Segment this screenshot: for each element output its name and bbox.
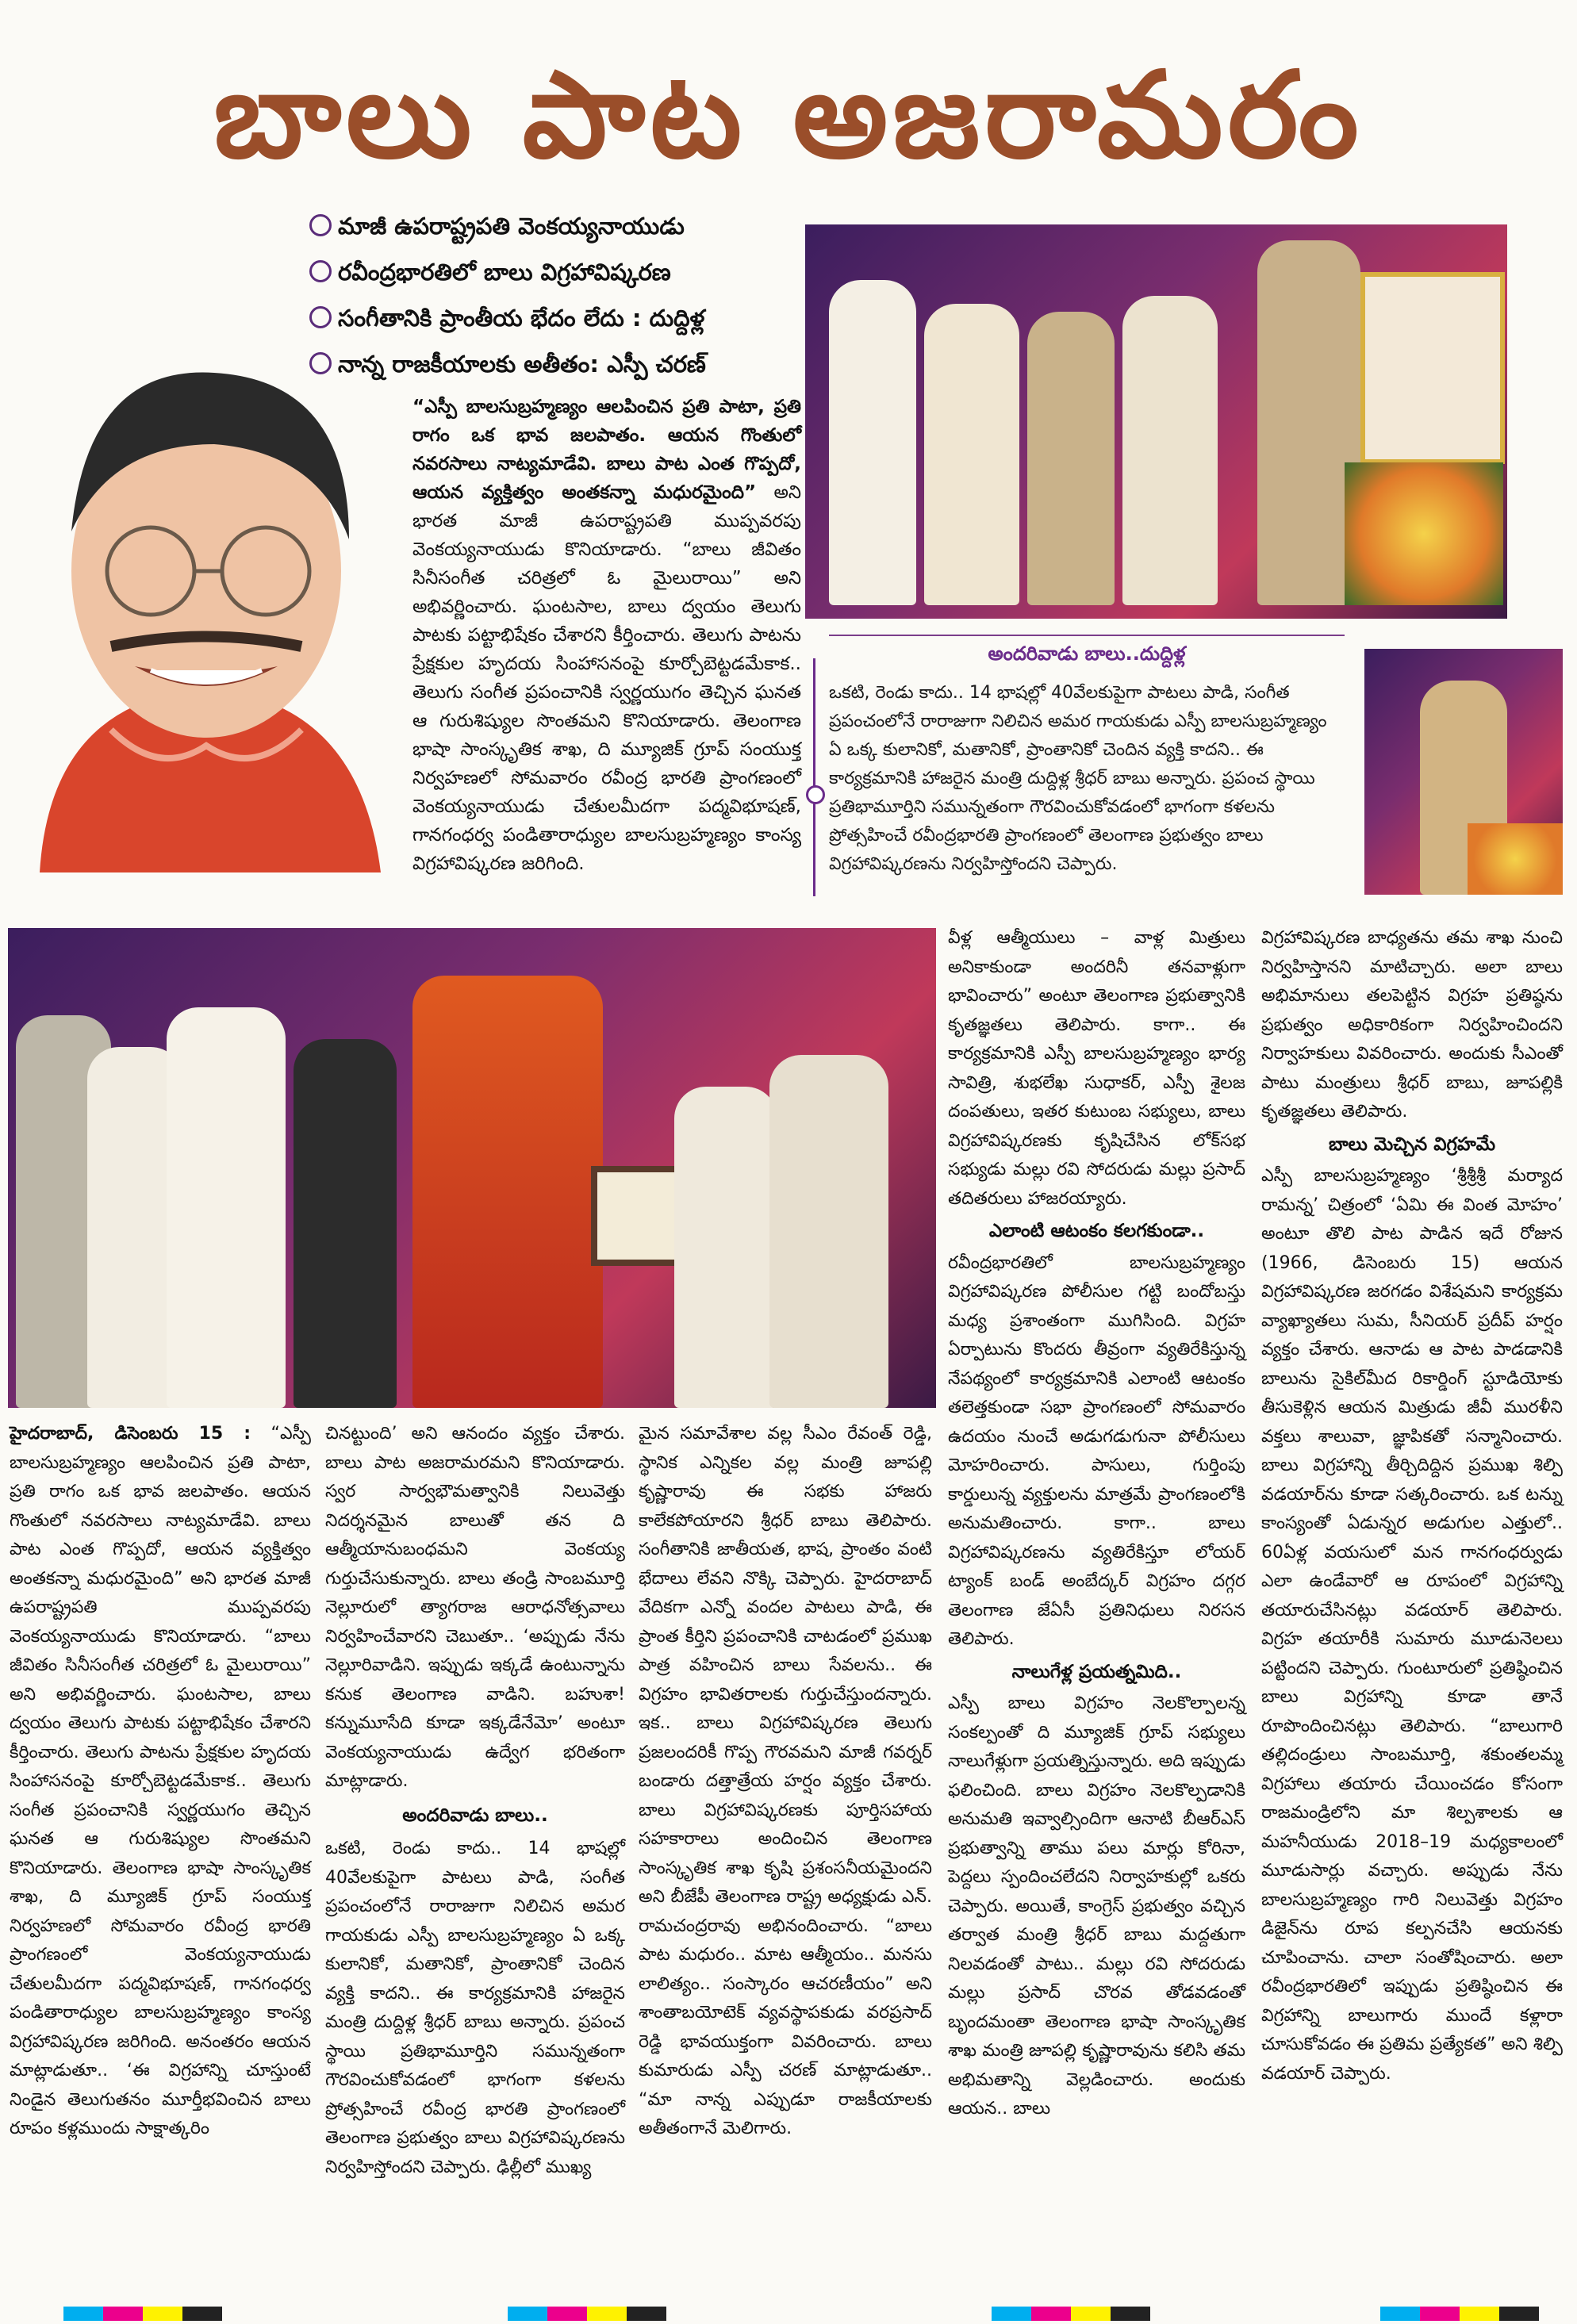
- person-figure: [829, 280, 916, 605]
- section-subhead: నాలుగేళ్ల ప్రయత్నమిది..: [1011, 1661, 1182, 1682]
- person-figure: [167, 1007, 286, 1408]
- registration-bar: [508, 2307, 666, 2321]
- box-divider: [813, 658, 815, 896]
- bullet-circle-icon: [309, 306, 332, 328]
- bullet-item: నాన్న రాజకీయాలకు అతీతం: ఎస్పీ చరణ్: [309, 351, 785, 384]
- lead-paragraph: “ఎస్పీ బాలసుబ్రహ్మణ్యం ఆలపించిన ప్రతి పాటా, ప్రతి రాగం ఒక భావ జలపాతం. ఆయన గొంతులో నవరసాలు నాట్యమాడేవి. బాలు పాట ఎంత గొప్పదో, ఆయన వ్యక్తిత్వం అంతకన్నా మధురమైంది” అని భారత మాజీ ఉపరాష్ట్రపతి ముప్పవరపు వెంకయ్యనాయుడు కొనియాడారు. “బాలు జీవితం సినీసంగీత చరిత్రలో ఓ మైలురాయి” అని అభివర్ణించారు. ఘంటసాల, బాలు ద్వయం తెలుగు పాటకు పట్టాభిషేకం చేశారని కీర్తించారు. తెలుగు పాటను ప్రేక్షకుల హృదయ సింహాసనంపై కూర్చోబెట్టడమేకాక.. తెలుగు సంగీత ప్రపంచానికి స్వర్ణయుగం తెచ్చిన ఘనత ఆ గురుశిష్యుల సొంతమని కొనియాడారు. తెలంగాణ భాషా సాంస్కృతిక శాఖ, ది మ్యూజిక్ గ్రూప్ సంయుక్త నిర్వహణలో సోమవారం రవీంద్ర భారతి ప్రాంగణంలో వెంకయ్యనాయుడు చేతులమీదగా పద్మవిభూషణ్, గానగంధర్వ పండితారాధ్యుల బాలసుబ్రహ్మణ్యం కాంస్య విగ్రహావిష్కరణ జరిగింది.: [412, 397, 801, 874]
- article-column-2: చినట్టుంది’ అని ఆనందం వ్యక్తం చేశారు. బాలు పాట అజరామరమని కొనియాడారు. స్వర సార్వభౌమత్వానికి నిలువెత్తు నిదర్శనమైన బాలుతో తన ది ఆత్మీయానుబంధమని వెంకయ్య గుర్తుచేసుకున్నారు. బాలు తండ్రి సాంబమూర్తి నెల్లూరులో త్యాగరాజ ఆరాధనోత్సవాలు నిర్వహించేవారని చెబుతూ.. ‘అప్పుడు నేను నెల్లూరివాడిని. ఇప్పుడు ఇక్కడే ఉంటున్నాను కనుక తెలంగాణ వాడిని. బహుశా! కన్నుమూసేది కూడా ఇక్కడేనేమో’ అంటూ వెంకయ్యనాయుడు ఉద్వేగ భరితంగా మాట్లాడారు. అందరివాడు బాలు.. ఒకటి, రెండు కాదు.. 14 భాషల్లో 40వేలకుపైగా పాటలు పాడి, సంగీత ప్రపంచంలోనే రారాజుగా నిలిచిన అమర గాయకుడు ఎస్పీ బాలసుబ్రహ్మణ్యం ఏ ఒక్క కులానికో, మతానికో, ప్రాంతానికో చెందిన వ్యక్తి కాదని.. ఈ కార్యక్రమానికి హాజరైన మంత్రి దుద్దిళ్ల శ్రీధర్ బాబు అన్నారు. ప్రపంచ స్థాయి ప్రతిభామూర్తిని సమున్నతంగా గౌరవించుకోవడంలో భాగంగా కళలను ప్రోత్సహించే రవీంద్ర భారతి ప్రాంగణంలో తెలంగాణ ప్రభుత్వం బాలు విగ్రహావిష్కరణను నిర్వహిస్తోందని చెప్పారు. ఢిల్లీలో ముఖ్య: [325, 1424, 625, 2177]
- section-subhead: అందరివాడు బాలు..: [402, 1804, 548, 1826]
- box-text: ఒకటి, రెండు కాదు.. 14 భాషల్లో 40వేలకుపైగా పాటలు పాడి, సంగీత ప్రపంచంలోనే రారాజుగా నిలిచిన అమర గాయకుడు ఎస్పీ బాలసుబ్రహ్మణ్యం ఏ ఒక్క కులానికో, మతానికో, ప్రాంతానికో చెందిన వ్యక్తి కాదని.. ఈ కార్యక్రమానికి హాజరైన మంత్రి దుద్దిళ్ల శ్రీధర్ బాబు అన్నారు. ప్రపంచ స్థాయి ప్రతిభామూర్తిని సమున్నతంగా గౌరవించుకోవడంలో భాగంగా కళలను ప్రోత్సహించే రవీంద్రభారతి ప్రాంగణంలో తెలంగాణ ప్రభుత్వం బాలు విగ్రహావిష్కరణను నిర్వహిస్తోందని చెప్పారు.: [829, 683, 1327, 874]
- bullet-item: రవీంద్రభారతిలో బాలు విగ్రహావిష్కరణ: [309, 259, 785, 292]
- person-figure: [1027, 312, 1115, 605]
- section-subhead: ఎలాంటి ఆటంకం కలగకుండా..: [988, 1221, 1205, 1241]
- article-column-3: మైన సమావేశాల వల్ల సీఎం రేవంత్ రెడ్డి, స్థానిక ఎన్నికల వల్ల మంత్రి జూపల్లి కృష్ణారావు ఈ సభకు హాజరు కాలేకపోయారని శ్రీధర్ బాబు తెలిపారు. సంగీతానికి జాతీయత, భాష, ప్రాంతం వంటి భేదాలు లేవని నొక్కి చెప్పారు. హైదరాబాద్ వేదికగా ఎన్నో వందల పాటలు పాడి, ఈ ప్రాంత కీర్తిని ప్రపంచానికి చాటడంలో ప్రముఖ పాత్ర వహించిన బాలు సేవలను.. ఈ విగ్రహం భావితరాలకు గుర్తుచేస్తుందన్నారు. ఇక.. బాలు విగ్రహావిష్కరణ తెలుగు ప్రజలందరికీ గొప్ప గౌరవమని మాజీ గవర్నర్ బండారు దత్తాత్రేయ హర్షం వ్యక్తం చేశారు. బాలు విగ్రహావిష్కరణకు పూర్తిసహాయ సహకారాలు అందించిన తెలంగాణ సాంస్కృతిక శాఖ కృషి ప్రశంసనీయమైందని అని బీజేపీ తెలంగాణ రాష్ట్ర అధ్యక్షుడు ఎన్. రామచంద్రరావు అభినందించారు. “బాలు పాట మధురం.. మాట ఆత్మీయం.. మనసు లాలిత్యం.. సంస్కారం ఆచరణీయం” అని శాంతాబయోటెక్ వ్యవస్థాపకుడు వరప్రసాద్ రెడ్డి భావయుక్తంగా వివరించారు. బాలు కుమారుడు ఎస్పీ చరణ్ మాట్లాడుతూ.. “మా నాన్న ఎప్పుడూ రాజకీయాలకు అతీతంగానే మెలిగారు.: [639, 1424, 932, 2138]
- person-figure: [924, 304, 1019, 605]
- flower-decoration: [1468, 823, 1563, 895]
- article-column-5: విగ్రహావిష్కరణ బాధ్యతను తమ శాఖ నుంచి నిర్వహిస్తానని మాటిచ్చారు. అలా బాలు అభిమానులు తలపెట్టిన విగ్రహ ప్రతిష్ఠను ప్రభుత్వం అధికారికంగా నిర్వహించిందని నిర్వాహకులు వివరించారు. అందుకు సీఎంతో పాటు మంత్రులు శ్రీధర్ బాబు, జూపల్లికి కృతజ్ఞతలు తెలిపారు. బాలు మెచ్చిన విగ్రహమే ఎస్పీ బాలసుబ్రహ్మణ్యం ‘శ్రీశ్రీశ్రీ మర్యాద రామన్న’ చిత్రంలో ‘ఏమి ఈ వింత మోహం’ అంటూ తొలి పాట పాడిన ఇదే రోజున (1966, డిసెంబరు 15) ఆయన విగ్రహావిష్కరణ జరగడం విశేషమని కార్యక్రమ వ్యాఖ్యాతలు సుమ, సీనియర్ ప్రదీప్ హర్షం వ్యక్తం చేశారు. ఆనాడు ఆ పాట పాడడానికి బాలును సైకిల్‌మీద రికార్డింగ్ స్టూడియోకు తీసుకెళ్లిన ఆయన మిత్రుడు జీవీ మురళీని వక్తలు శాలువా, జ్ఞాపికతో సన్మానించారు. బాలు విగ్రహాన్ని తీర్చిదిద్దిన ప్రముఖ శిల్పి వడయార్‌ను కూడా సత్కరించారు. ఒక టన్ను కాంస్యంతో ఏడున్నర అడుగుల ఎత్తులో.. 60ఏళ్ల వయసులో మన గానగంధర్వుడు ఎలా ఉండేవారో ఆ రూపంలో విగ్రహాన్ని తయారుచేసినట్లు వడయార్ తెలిపారు. విగ్రహ తయారీకి సుమారు మూడునెలలు పట్టిందని చెప్పారు. గుంటూరులో ప్రతిష్ఠించిన బాలు విగ్రహాన్ని కూడా తానే రూపొందించినట్లు తెలిపారు. “బాలుగారి తల్లిదండ్రులు సాంబమూర్తి, శకుంతలమ్మ విగ్రహాలు తయారు చేయించడం కోసంగా రాజమండ్రిలోని మా శిల్పశాలకు ఆ మహనీయుడు 2018–19 మధ్యకాలంలో మూడుసార్లు వచ్చారు. అప్పుడు నేను బాలసుబ్రహ్మణ్యం గారి నిలువెత్తు విగ్రహం డిజైన్‌ను రూప కల్పనచేసి ఆయనకు చూపించాను. చాలా సంతోషించారు. అలా రవీంద్రభారతిలో ఇప్పుడు ప్రతిష్ఠించిన ఈ విగ్రహాన్ని బాలుగారు ముందే కళ్లారా చూసుకోవడం ఈ ప్రతిమ ప్రత్యేకత” అని శిల్పి వడయార్ చెప్పారు.: [1261, 928, 1563, 2084]
- person-figure: [1122, 296, 1218, 605]
- person-figure: [412, 976, 603, 1408]
- sidebar-box: [829, 635, 1345, 898]
- registration-bar: [63, 2307, 222, 2321]
- person-figure: [294, 1039, 397, 1408]
- article-column-4: వీళ్ల ఆత్మీయులు – వాళ్ల మిత్రులు అనికాకుండా అందరినీ తనవాళ్లుగా భావించారు” అంటూ తెలంగాణ ప్రభుత్వానికి కృతజ్ఞతలు తెలిపారు. కాగా.. ఈ కార్యక్రమానికి ఎస్పీ బాలసుబ్రహ్మణ్యం భార్య సావిత్రి, శుభలేఖ సుధాకర్, ఎస్పీ శైలజ దంపతులు, ఇతర కుటుంబ సభ్యులు, బాలు విగ్రహావిష్కరణకు కృషిచేసిన లోక్‌సభ సభ్యుడు మల్లు రవి సోదరుడు మల్లు ప్రసాద్ తదితరులు హాజరయ్యారు. ఎలాంటి ఆటంకం కలగకుండా.. రవీంద్రభారతిలో బాలసుబ్రహ్మణ్యం విగ్రహావిష్కరణ పోలీసుల గట్టి బందోబస్తు మధ్య ప్రశాంతంగా ముగిసింది. విగ్రహ ఏర్పాటును కొందరు తీవ్రంగా వ్యతిరేకిస్తున్న నేపథ్యంలో కార్యక్రమానికి ఎలాంటి ఆటంకం తలెత్తకుండా సభా ప్రాంగణంలో సోమవారం ఉదయం నుంచే అడుగడుగునా పోలీసులు మోహరించారు. పాసులు, గుర్తింపు కార్డులున్న వ్యక్తులను మాత్రమే ప్రాంగణంలోకి అనుమతించారు. కాగా.. బాలు విగ్రహావిష్కరణను వ్యతిరేకిస్తూ లోయర్ ట్యాంక్ బండ్ అంబేద్కర్ విగ్రహం దగ్గర తెలంగాణ జేఏసీ ప్రతినిధులు నిరసన తెలిపారు. నాలుగేళ్ల ప్రయత్నమిది.. ఎస్పీ బాలు విగ్రహం నెలకొల్పాలన్న సంకల్పంతో ది మ్యూజిక్ గ్రూప్ సభ్యులు నాలుగేళ్లుగా ప్రయత్నిస్తున్నారు. అది ఇప్పుడు ఫలించింది. బాలు విగ్రహం నెలకొల్పడానికి అనుమతి ఇవ్వాల్సిందిగా ఆనాటి బీఆర్ఎస్ ప్రభుత్వాన్ని తాము పలు మార్లు కోరినా, పెద్దలు స్పందించలేదని నిర్వాహకుల్లో ఒకరు చెప్పారు. అయితే, కాంగ్రెస్ ప్రభుత్వం వచ్చిన తర్వాత మంత్రి శ్రీధర్ బాబు మద్దతుగా నిలవడంతో పాటు.. మల్లు రవి సోదరుడు మల్లు ప్రసాద్ చొరవ తోడవడంతో బృందమంతా తెలంగాణ భాషా సాంస్కృతిక శాఖ మంత్రి జూపల్లి కృష్ణారావును కలిసి తమ అభిమతాన్ని వెల్లడించారు. అందుకు ఆయన.. బాలు: [948, 928, 1245, 2119]
- award-presentation-photo: [8, 928, 936, 1408]
- lamp-lighting-photo: [805, 224, 1507, 619]
- article-column-1: హైదరాబాద్, డిసెంబరు 15 : “ఎస్పీ బాలసుబ్రహ్మణ్యం ఆలపించిన ప్రతి పాటా, ప్రతి రాగం ఒక భావ జలపాతం. ఆయన గొంతులో నవరసాలు నాట్యమాడేవి. బాలు పాట ఎంత గొప్పదో, ఆయన వ్యక్తిత్వం అంతకన్నా మధురమైంది” అని భారత మాజీ ఉపరాష్ట్రపతి ముప్పవరపు వెంకయ్యనాయుడు కొనియాడారు. “బాలు జీవితం సినీసంగీత చరిత్రలో ఓ మైలురాయి” అని అభివర్ణించారు. ఘంటసాల, బాలు ద్వయం తెలుగు పాటకు పట్టాభిషేకం చేశారని కీర్తించారు. తెలుగు పాటను ప్రేక్షకుల హృదయ సింహాసనంపై కూర్చోబెట్టడమేకాక.. తెలుగు సంగీత ప్రపంచానికి స్వర్ణయుగం తెచ్చిన ఘనత ఆ గురుశిష్యుల సొంతమని కొనియాడారు. తెలంగాణ భాషా సాంస్కృతిక శాఖ, ది మ్యూజిక్ గ్రూప్ సంయుక్త నిర్వహణలో సోమవారం రవీంద్ర భారతి ప్రాంగణంలో వెంకయ్యనాయుడు చేతులమీదగా పద్మవిభూషణ్, గానగంధర్వ పండితారాధ్యుల బాలసుబ్రహ్మణ్యం కాంస్య విగ్రహావిష్కరణ జరిగింది. అనంతరం ఆయన మాట్లాడుతూ.. ‘ఈ విగ్రహాన్ని చూస్తుంటే నిండైన తెలుగుతనం మూర్తీభవించిన బాలు రూపం కళ్లముందు సాక్షాత్కరిం: [10, 1424, 311, 2138]
- registration-bar: [1380, 2307, 1539, 2321]
- section-subhead: బాలు మెచ్చిన విగ్రహమే: [1328, 1133, 1496, 1155]
- headline: బాలు పాట అజరామరం: [213, 45, 1364, 185]
- framed-portrait: [1360, 272, 1505, 464]
- speaker-photo: [1364, 649, 1563, 895]
- box-title: అందరివాడు బాలు..దుద్దిళ్ల: [988, 642, 1186, 665]
- flower-decoration: [1345, 462, 1503, 605]
- bullet-circle-icon: [309, 260, 332, 282]
- bullet-item: సంగీతానికి ప్రాంతీయ భేదం లేదు : దుద్దిళ్ల: [309, 305, 785, 338]
- person-figure: [769, 1055, 888, 1408]
- bullet-circle-icon: [309, 214, 332, 236]
- portrait-sketch-icon: [16, 333, 389, 872]
- portrait-illustration: [16, 333, 389, 872]
- registration-bar: [992, 2307, 1150, 2321]
- bullet-item: మాజీ ఉపరాష్ట్రపతి వెంకయ్యనాయుడు: [309, 213, 785, 246]
- box-marker-icon: [806, 785, 825, 804]
- person-figure: [674, 1087, 777, 1408]
